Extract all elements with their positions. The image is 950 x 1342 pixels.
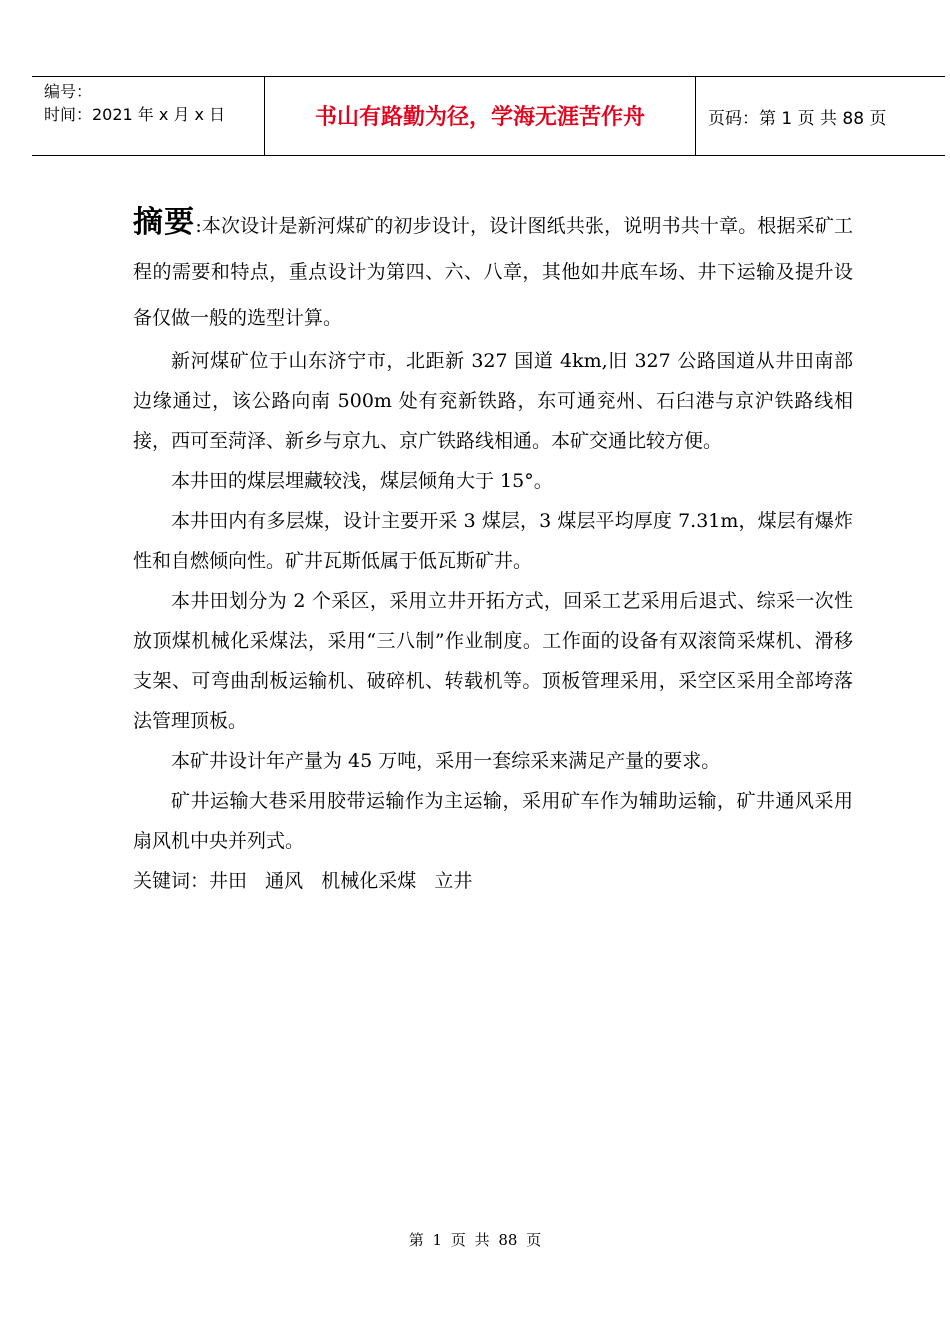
abstract-paragraph-7: 矿井运输大巷采用胶带运输作为主运输，采用矿车作为辅助运输，矿井通风采用扇风机中央并列式。 <box>133 790 853 852</box>
header-motto-cell <box>265 77 696 155</box>
page-code-label: 页码：第 1 页 共 88 页 <box>708 109 887 129</box>
abstract-paragraph-2: 新河煤矿位于山东济宁市，北距新 327 国道 4km,旧 327 公路国道从井田南部边缘通过，该公路向南 500m 处有兖新铁路，东可通兖州、石臼港与京沪铁路线相接，西可至菏泽、新乡与京九、京广铁路线相通。本矿交通比较方便。 <box>133 350 853 452</box>
page-footer: 第 1 页 共 88 页 <box>408 1231 542 1249</box>
date-label: 时间：2021 年 x 月 x 日 <box>44 105 226 124</box>
page-header <box>32 76 945 156</box>
abstract-paragraph-5: 本井田划分为 2 个采区，采用立井开拓方式，回采工艺采用后退式、综采一次性放顶煤机械化采煤法，采用“三八制”作业制度。工作面的设备有双滚筒采煤机、滑移支架、可弯曲刮板运输机、破碎机、转载机等。顶板管理采用，采空区采用全部垮落法管理顶板。 <box>133 590 853 732</box>
abstract-title: 摘要 <box>133 205 196 240</box>
header-page-cell <box>696 77 945 155</box>
header-meta-cell <box>32 77 265 155</box>
abstract-paragraph-4: 本井田内有多层煤，设计主要开采 3 煤层，3 煤层平均厚度 7.31m，煤层有爆炸性和自燃倾向性。矿井瓦斯低属于低瓦斯矿井。 <box>133 510 853 572</box>
abstract-colon: : <box>195 215 202 237</box>
motto-text: 书山有路勤为径，学海无涯苦作舟 <box>314 105 645 130</box>
abstract-paragraph-3: 本井田的煤层埋藏较浅，煤层倾角大于 15°。 <box>171 470 553 492</box>
keywords-line: 关键词：井田 通风 机械化采煤 立井 <box>133 870 473 892</box>
abstract-paragraph-1 <box>133 200 853 341</box>
abstract-paragraph-6: 本矿井设计年产量为 45 万吨，采用一套综采来满足产量的要求。 <box>171 750 721 772</box>
serial-number-label: 编号： <box>44 82 93 101</box>
abstract-paragraph-1-text: 本次设计是新河煤矿的初步设计，设计图纸共张，说明书共十章。根据采矿工程的需要和特点，重点设计为第四、六、八章，其他如井底车场、井下运输及提升设备仅做一般的选型计算。 <box>133 215 853 329</box>
abstract-section <box>133 200 853 901</box>
